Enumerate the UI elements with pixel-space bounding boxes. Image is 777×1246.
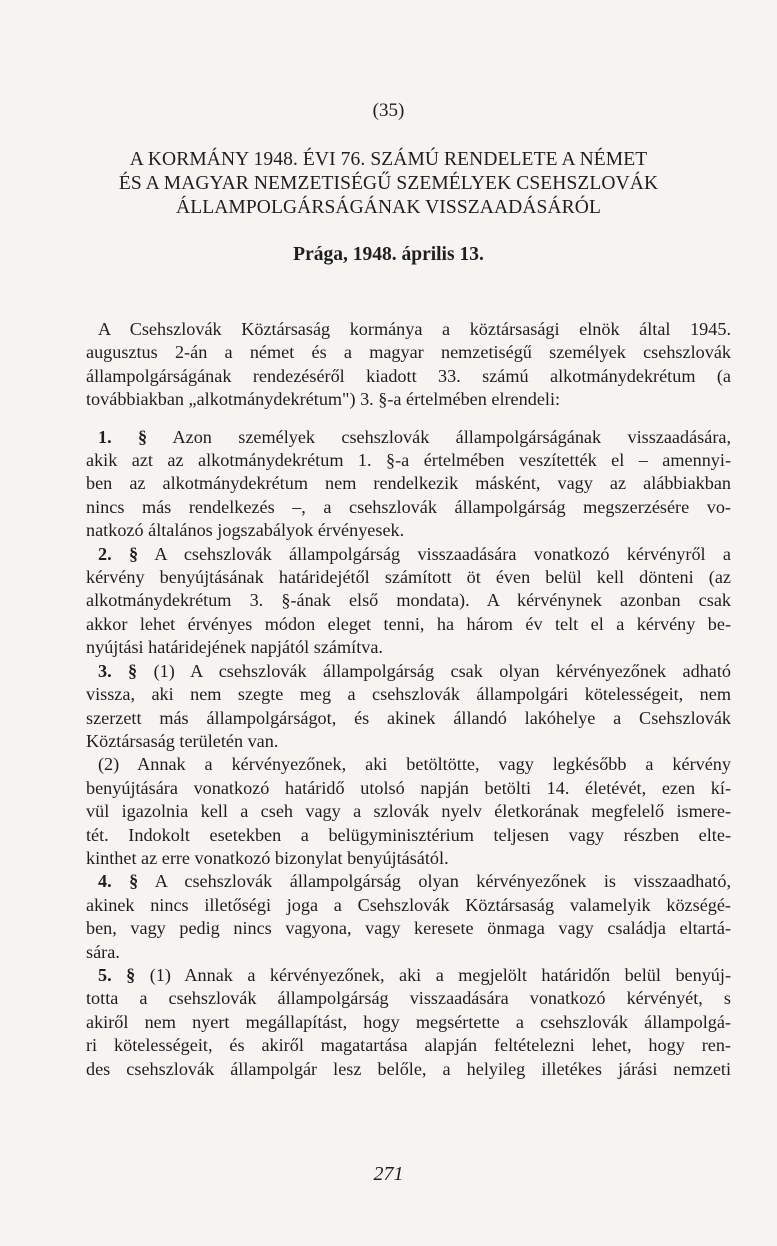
title-line: A KORMÁNY 1948. ÉVI 76. SZÁMÚ RENDELETE A NÉMET <box>129 149 648 170</box>
preamble-line: augusztus 2-án a német és a magyar nemzetiségű személyek csehszlovák <box>86 342 731 363</box>
section-1-line: nincs más rendelkezés –, a csehszlovák állampolgárság megszerzésére vo- <box>86 496 731 517</box>
section-5-line: 5. § (1) Annak a kérvényezőnek, aki a megjelölt határidőn belül benyúj- <box>98 964 731 985</box>
section-2-line: 2. § A csehszlovák állampolgárság visszaadására vonatkozó kérvényről a <box>98 543 732 564</box>
section-3-line: Köztársaság területén van. <box>86 730 279 751</box>
section-2-line: kérvény benyújtásának határidejétől számított öt éven belül kell dönteni (az <box>86 567 731 588</box>
section-5-line: totta a csehszlovák állampolgárság visszaadására vonatkozó kérvényét, s <box>86 988 731 1009</box>
section-4-line: ben, vagy pedig nincs vagyona, vagy keresete önmaga vagy családja eltartá- <box>86 918 731 939</box>
section-5-line: akiről nem nyert megállapítást, hogy megsértette a csehszlovák állampolgá- <box>86 1011 731 1032</box>
body-text <box>86 318 731 1081</box>
section-1-line: natkozó általános jogszabályok érvényesek. <box>86 520 405 541</box>
section-3-number: 3. § <box>98 660 138 681</box>
section-1-number: 1. § <box>98 426 148 447</box>
section-4-line: akinek nincs illetőségi joga a Csehszlovák Köztársaság valamelyik községé- <box>86 894 731 915</box>
section-1-line: ben az alkotmánydekrétum nem rendelkezik másként, vagy az alábbiakban <box>86 473 731 494</box>
section-2-line: alkotmánydekrétum 3. §-ának első mondata). A kérvénynek azonban csak <box>86 590 731 611</box>
place-date: Prága, 1948. április 13. <box>293 244 484 265</box>
section-2-number: 2. § <box>98 543 139 564</box>
preamble-line: továbbiakban „alkotmánydekrétum") 3. §-a értelmében elrendeli: <box>86 389 561 410</box>
section-5-number: 5. § <box>98 964 136 985</box>
section-3-line: szerzett más állampolgárságot, és akinek állandó lakóhelye a Csehszlovák <box>86 707 731 728</box>
document-number: (35) <box>372 100 405 121</box>
section-3-para-2-line: (2) Annak a kérvényezőnek, aki betöltötte, vagy legkésőbb a kérvény <box>98 754 731 775</box>
document-title <box>70 148 707 220</box>
section-5-line: des csehszlovák állampolgár lesz belőle, a helyileg illetékes járási nemzeti <box>86 1058 731 1079</box>
page-number: 271 <box>373 1163 404 1185</box>
section-3-para-2-line: benyújtására vonatkozó határidő utolsó napján betölti 14. életévét, ezen kí- <box>86 777 731 798</box>
section-5-line: ri kötelességeit, és akiről magatartása alapján feltételezni lehet, hogy ren- <box>86 1035 731 1056</box>
title-line: ÁLLAMPOLGÁRSÁGÁNAK VISSZAADÁSÁRÓL <box>176 197 601 218</box>
preamble-line: állampolgárságának rendezéséről kiadott 33. számú alkotmánydekrétum (a <box>86 365 731 386</box>
section-2-line: nyújtási határidejének napjától számítva. <box>86 637 383 658</box>
section-4-number: 4. § <box>98 871 139 892</box>
section-1-line: akik azt az alkotmánydekrétum 1. §-a értelmében veszítették el – amennyi- <box>86 450 731 471</box>
section-2-line: akkor lehet érvényes módon eleget tenni, ha három év telt el a kérvény be- <box>86 613 731 634</box>
section-3-para-2-line: vül igazolnia kell a cseh vagy a szlovák nyelv életkorának megfelelő ismere- <box>86 801 731 822</box>
section-4-line: sára. <box>86 941 120 962</box>
section-1-line: 1. § Azon személyek csehszlovák állampolgárságának visszaadására, <box>98 426 731 447</box>
section-3-para-2-line: tét. Indokolt esetekben a belügyminisztérium teljesen vagy részben elte- <box>86 824 731 845</box>
title-line: ÉS A MAGYAR NEMZETISÉGŰ SZEMÉLYEK CSEHSZLOVÁK <box>118 173 659 194</box>
preamble-line: A Csehszlovák Köztársaság kormánya a köztársasági elnök által 1945. <box>98 319 731 339</box>
section-3-line: vissza, aki nem szegte meg a csehszlovák állampolgári kötelességeit, nem <box>86 684 731 705</box>
section-3-line: 3. § (1) A csehszlovák állampolgárság csak olyan kérvényezőnek adható <box>98 660 732 681</box>
section-4-line: 4. § A csehszlovák állampolgárság olyan kérvényezőnek is visszaadható, <box>98 871 731 892</box>
section-3-para-2-line: kinthet az erre vonatkozó bizonylat benyújtásától. <box>86 847 449 868</box>
